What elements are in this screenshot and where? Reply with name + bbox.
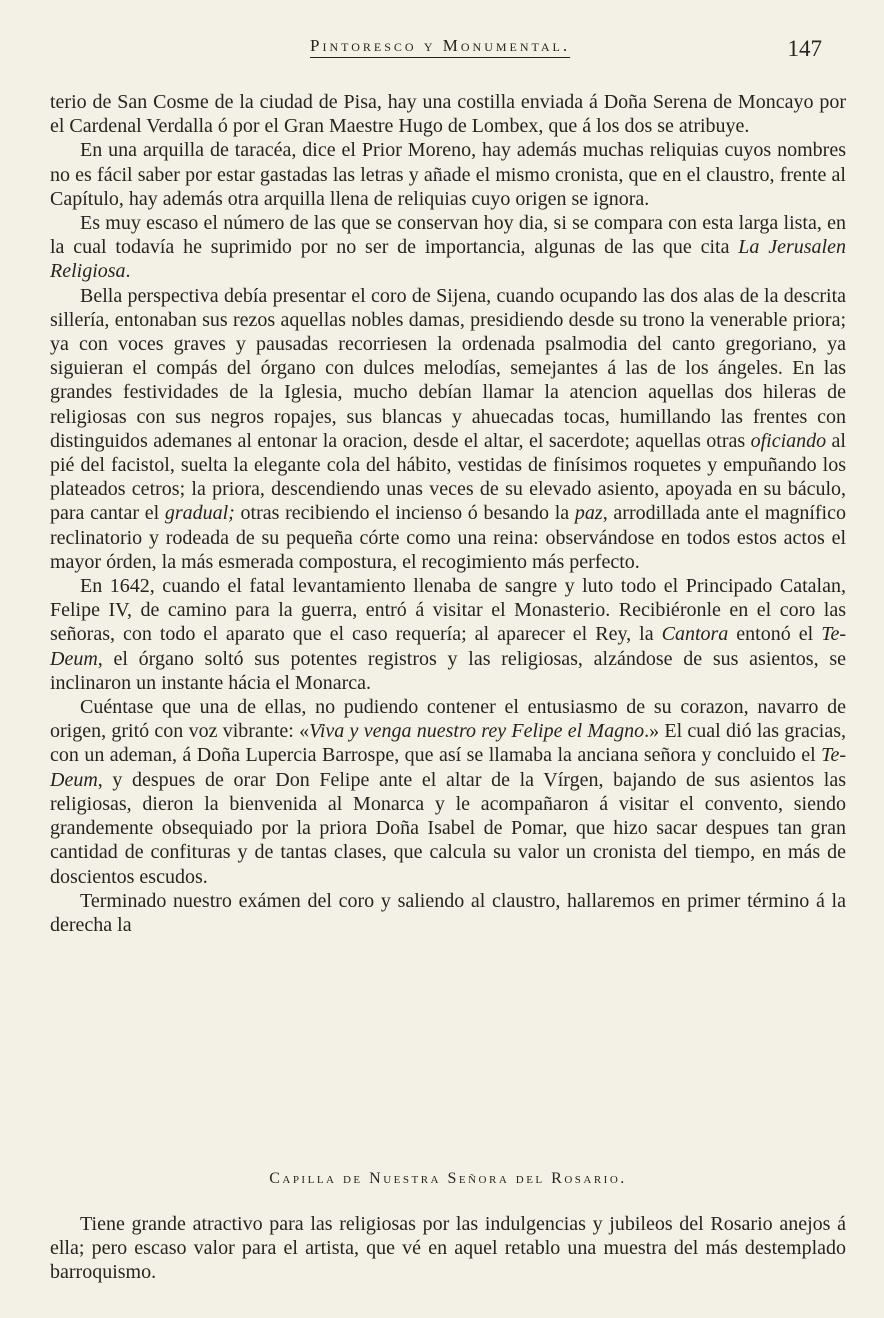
text-run: Cuéntase que una de ellas, no pudiendo contener el entusiasmo de su corazon, navarro de origen, gritó con voz vibrante: « bbox=[50, 696, 846, 743]
text-run: entonó el bbox=[728, 623, 822, 646]
paragraph bbox=[50, 284, 846, 574]
text-run: , y despues de orar Don Felipe ante el altar de la Vírgen, bajando de sus asientos las religiosas, dieron la bienvenida al Monarca y le acompañaron á visitar el convento, siendo grandemente obsequiado por la priora Doña Isabel de Pomar, que hizo sacar despues tan gran cantidad de confituras y de tantas clases, que calcula su valor un cronista del tiempo, en más de doscientos escudos. bbox=[50, 768, 846, 888]
italic-text: Te-Deum bbox=[50, 623, 847, 670]
paragraph bbox=[50, 889, 846, 937]
text-run: , el órgano soltó sus potentes registros y las religiosas, alzándose de sus asientos, se inclinaron un instante hácia el Monarca. bbox=[50, 647, 846, 694]
section-body bbox=[50, 1212, 846, 1285]
paragraph bbox=[50, 1212, 846, 1285]
paragraph bbox=[50, 574, 846, 695]
italic-text: La Jerusalen Religiosa bbox=[50, 236, 846, 283]
paragraph bbox=[50, 211, 846, 284]
text-run: al pié del facistol, suelta la elegante cola del hábito, vestidas de finísimos roquetes y empuñando los plateados cetros; la priora, descendiendo unas veces de su elevado asiento, apoyada en su báculo, para cantar el bbox=[50, 429, 846, 525]
main-text bbox=[50, 90, 846, 937]
paragraph bbox=[50, 138, 846, 211]
text-run: , arrodillada ante el magnífico reclinatorio y rodeada de su pequeña córte como una reina: observándose en todos estos actos el mayor órden, la más esmerada compostura, el recogimiento más perfecto. bbox=[50, 502, 846, 573]
paragraph bbox=[50, 695, 846, 889]
running-head: Pintoresco y Monumental. bbox=[310, 36, 571, 55]
text-run: terio de San Cosme de la ciudad de Pisa, hay una costilla enviada á Doña Serena de Moncayo por el Cardenal Verdalla ó por el Gran Maestre Hugo de Lombex, que á los dos se atribuye. bbox=[50, 91, 846, 138]
italic-text: gradual; bbox=[164, 502, 235, 525]
text-run: .» El cual dió las gracias, con un ademan, á Doña Lupercia Barrospe, que así se llamaba la anciana señora y concluido el bbox=[50, 720, 846, 767]
italic-text: paz bbox=[574, 502, 603, 525]
italic-text: Viva y venga nuestro rey Felipe el Magno bbox=[309, 720, 645, 743]
text-run: En una arquilla de taracéa, dice el Prior Moreno, hay además muchas reliquias cuyos nombres no es fácil saber por estar gastadas las letras y añade el mismo cronista, que en el claustro, frente al Capítulo, hay además otra arquilla llena de reliquias cuyo origen se ignora. bbox=[50, 139, 846, 210]
section-heading: Capilla de Nuestra Señora del Rosario. bbox=[269, 1170, 627, 1187]
text-run: En 1642, cuando el fatal levantamiento llenaba de sangre y luto todo el Principado Catalan, Felipe IV, de camino para la guerra, entró á visitar el Monasterio. Recibiéronle en el coro las señoras, con todo el aparato que el caso requería; al aparecer el Rey, la bbox=[50, 575, 846, 646]
text-run: Es muy escaso el número de las que se conservan hoy dia, si se compara con esta larga lista, en la cual todavía he suprimido por no ser de importancia, algunas de las que cita bbox=[50, 212, 846, 259]
text-run: . bbox=[125, 260, 131, 283]
italic-text: Te-Deum bbox=[50, 744, 846, 791]
page-number: 147 bbox=[787, 36, 822, 61]
page-header bbox=[50, 32, 844, 76]
text-run: Terminado nuestro exámen del coro y saliendo al claustro, hallaremos en primer término á la derecha la bbox=[50, 889, 846, 936]
italic-text: oficiando bbox=[750, 429, 827, 452]
italic-text: Cantora bbox=[661, 623, 729, 646]
text-run: Bella perspectiva debía presentar el coro de Sijena, cuando ocupando las dos alas de la descrita sillería, entonaban sus rezos aquellas nobles damas, presidiendo desde su trono la venerable priora; ya con voces graves y pausadas recorriesen la ordenada psalmodia del canto gregoriano, ya siguieran el compás del órgano con dulces melodías, semejantes á las de los ángeles. En las grandes festividades de la Iglesia, mucho debían llamar la atencion aquellas dos hileras de religiosas con sus negros ropajes, sus blancas y ahuecadas tocas, humillando las frentes con distinguidos ademanes al entonar la oracion, desde el altar, el sacerdote; aquellas otras bbox=[50, 284, 846, 452]
text-run: Tiene grande atractivo para las religiosas por las indulgencias y jubileos del Rosario anejos á ella; pero escaso valor para el artista, que vé en aquel retablo una muestra del más destemplado barroquismo. bbox=[50, 1213, 846, 1284]
text-run: otras recibiendo el incienso ó besando la bbox=[234, 502, 575, 525]
paragraph bbox=[50, 90, 846, 138]
